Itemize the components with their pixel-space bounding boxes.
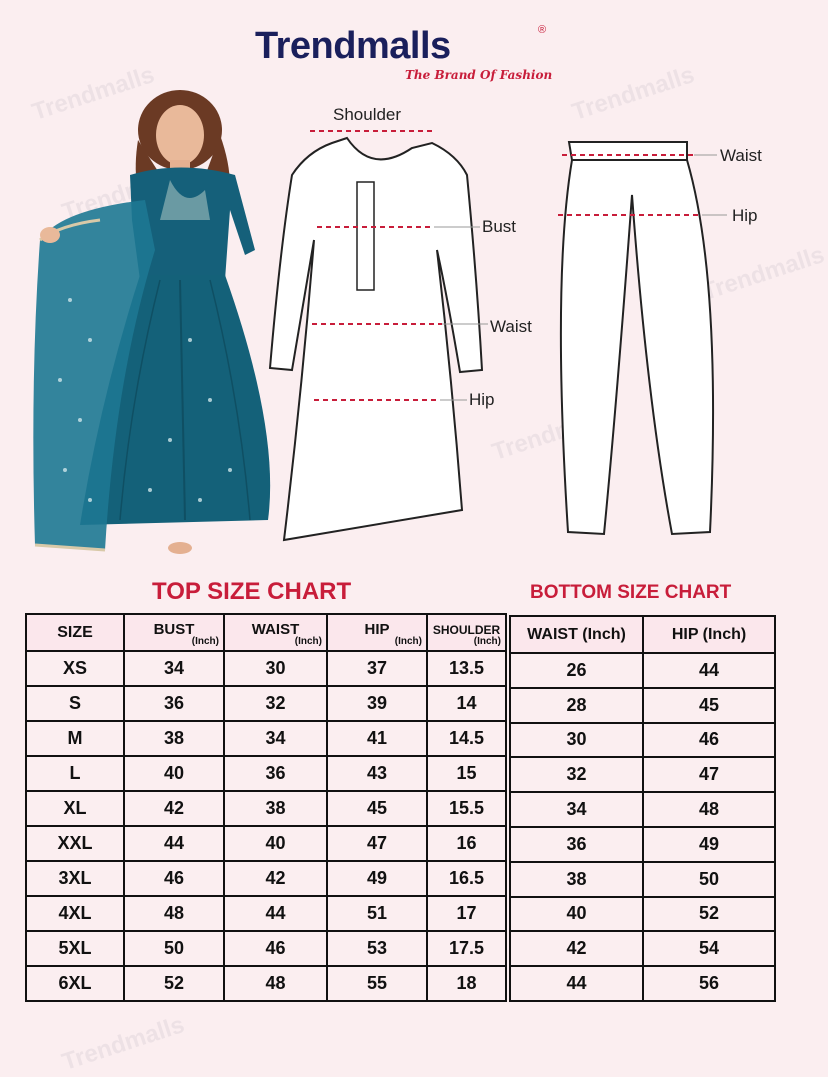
table-row xyxy=(26,896,506,931)
table-row xyxy=(510,862,775,897)
unit-label: (Inch) xyxy=(394,636,422,647)
size-cell: XS xyxy=(26,651,124,686)
watermark: Trendmalls xyxy=(58,161,188,226)
size-cell: 4XL xyxy=(26,896,124,931)
unit-label: (Inch) xyxy=(473,636,501,647)
measurement-cell: 52 xyxy=(643,897,775,932)
top-size-chart-title: TOP SIZE CHART xyxy=(152,578,352,605)
measurement-cell: 49 xyxy=(643,827,775,862)
table-row xyxy=(510,757,775,792)
header-shoulder-label: SHOULDER xyxy=(432,622,501,637)
measurement-cell: 46 xyxy=(124,861,224,896)
pants-outline xyxy=(561,142,713,534)
measurement-cell: 49 xyxy=(327,861,427,896)
table-row xyxy=(26,966,506,1001)
measurement-cell: 40 xyxy=(124,756,224,791)
measurement-cell: 54 xyxy=(643,931,775,966)
table-row xyxy=(26,686,506,721)
bottom-size-chart-title: BOTTOM SIZE CHART xyxy=(530,582,732,603)
measurement-cell: 51 xyxy=(327,896,427,931)
measurement-cell: 32 xyxy=(510,757,643,792)
measurement-cell: 32 xyxy=(224,686,327,721)
measurement-cell: 42 xyxy=(124,791,224,826)
table-row xyxy=(26,861,506,896)
measurement-cell: 46 xyxy=(643,723,775,758)
measurement-cell: 39 xyxy=(327,686,427,721)
measurement-cell: 55 xyxy=(327,966,427,1001)
top-hip-label: Hip xyxy=(469,390,495,409)
measurement-cell: 16.5 xyxy=(427,861,506,896)
measurement-cell: 36 xyxy=(124,686,224,721)
measurement-cell: 42 xyxy=(510,931,643,966)
header-hip xyxy=(327,614,427,651)
measurement-cell: 17 xyxy=(427,896,506,931)
size-cell: S xyxy=(26,686,124,721)
measurement-cell: 40 xyxy=(224,826,327,861)
measurement-cell: 41 xyxy=(327,721,427,756)
measurement-cell: 34 xyxy=(224,721,327,756)
measurement-cell: 26 xyxy=(510,653,643,688)
measurement-cell: 14 xyxy=(427,686,506,721)
table-row xyxy=(26,651,506,686)
table-row xyxy=(510,723,775,758)
table-header-row xyxy=(510,616,775,653)
header-bottom-waist: WAIST (Inch) xyxy=(510,616,643,653)
measurement-cell: 45 xyxy=(327,791,427,826)
measurement-cell: 36 xyxy=(510,827,643,862)
registered-mark: ® xyxy=(538,24,547,36)
measurement-cell: 40 xyxy=(510,897,643,932)
measurement-cell: 47 xyxy=(327,826,427,861)
table-row xyxy=(510,792,775,827)
table-row xyxy=(510,688,775,723)
measurement-cell: 16 xyxy=(427,826,506,861)
measurement-cell: 48 xyxy=(124,896,224,931)
header-shoulder xyxy=(427,614,506,651)
watermark: Trendmalls xyxy=(488,401,618,466)
size-cell: M xyxy=(26,721,124,756)
measurement-cell: 18 xyxy=(427,966,506,1001)
measurement-cell: 44 xyxy=(224,896,327,931)
watermark: Trendmalls xyxy=(568,61,698,126)
table-header-row xyxy=(26,614,506,651)
table-row xyxy=(510,931,775,966)
measurement-cell: 44 xyxy=(124,826,224,861)
size-cell: 5XL xyxy=(26,931,124,966)
top-table-body xyxy=(26,651,506,1001)
size-cell: L xyxy=(26,756,124,791)
measurement-cell: 50 xyxy=(643,862,775,897)
measurement-cell: 47 xyxy=(643,757,775,792)
measurement-cell: 13.5 xyxy=(427,651,506,686)
top-size-table xyxy=(25,613,507,1002)
measurement-cell: 52 xyxy=(124,966,224,1001)
bottom-size-table xyxy=(509,615,776,1002)
table-row xyxy=(26,721,506,756)
bottom-hip-label: Hip xyxy=(732,206,758,225)
header-bust-label: BUST xyxy=(153,621,195,638)
top-waist-label: Waist xyxy=(490,317,532,336)
measurement-cell: 45 xyxy=(643,688,775,723)
model-photo xyxy=(20,80,275,575)
measurement-cell: 42 xyxy=(224,861,327,896)
table-row xyxy=(510,653,775,688)
measurement-cell: 30 xyxy=(224,651,327,686)
measurement-cell: 36 xyxy=(224,756,327,791)
measurement-cell: 38 xyxy=(510,862,643,897)
measurement-cell: 44 xyxy=(643,653,775,688)
measurement-cell: 46 xyxy=(224,931,327,966)
table-row xyxy=(26,826,506,861)
header-bottom-hip: HIP (Inch) xyxy=(643,616,775,653)
brand-logo xyxy=(255,24,555,84)
brand-name: Trendmalls xyxy=(255,25,451,67)
measurement-cell: 48 xyxy=(224,966,327,1001)
measurement-cell: 14.5 xyxy=(427,721,506,756)
unit-label: (Inch) xyxy=(191,636,219,647)
table-row xyxy=(510,966,775,1001)
watermark: Trendmalls xyxy=(58,1011,188,1076)
header-size: SIZE xyxy=(26,614,124,651)
size-cell: XL xyxy=(26,791,124,826)
size-cell: 3XL xyxy=(26,861,124,896)
measurement-cell: 44 xyxy=(510,966,643,1001)
header-hip-label: HIP xyxy=(364,621,390,638)
table-row xyxy=(26,931,506,966)
table-row xyxy=(26,756,506,791)
header-bust xyxy=(124,614,224,651)
measurement-cell: 50 xyxy=(124,931,224,966)
measurement-cell: 37 xyxy=(327,651,427,686)
bottom-waist-label: Waist xyxy=(720,146,762,165)
header-waist-label: WAIST xyxy=(251,621,300,638)
measurement-cell: 38 xyxy=(224,791,327,826)
unit-label: (Inch) xyxy=(294,636,322,647)
measurement-cell: 17.5 xyxy=(427,931,506,966)
measurement-cell: 15.5 xyxy=(427,791,506,826)
table-row xyxy=(26,791,506,826)
watermark: Trendmalls xyxy=(28,61,158,126)
measurement-cell: 53 xyxy=(327,931,427,966)
size-cell: XXL xyxy=(26,826,124,861)
brand-tagline: The Brand Of Fashion xyxy=(405,68,553,82)
measurement-cell: 48 xyxy=(643,792,775,827)
bottom-table-body xyxy=(510,653,775,1001)
shoulder-label: Shoulder xyxy=(333,105,402,124)
measurement-cell: 38 xyxy=(124,721,224,756)
bust-label: Bust xyxy=(482,217,517,236)
measurement-cell: 30 xyxy=(510,723,643,758)
table-row xyxy=(510,827,775,862)
measurement-cell: 56 xyxy=(643,966,775,1001)
measurement-cell: 34 xyxy=(510,792,643,827)
measurement-cell: 34 xyxy=(124,651,224,686)
kurta-outline xyxy=(270,138,482,540)
measurement-cell: 15 xyxy=(427,756,506,791)
table-row xyxy=(510,897,775,932)
header-waist xyxy=(224,614,327,651)
measurement-cell: 43 xyxy=(327,756,427,791)
watermark: Trendmalls xyxy=(698,241,828,306)
size-cell: 6XL xyxy=(26,966,124,1001)
measurement-cell: 28 xyxy=(510,688,643,723)
